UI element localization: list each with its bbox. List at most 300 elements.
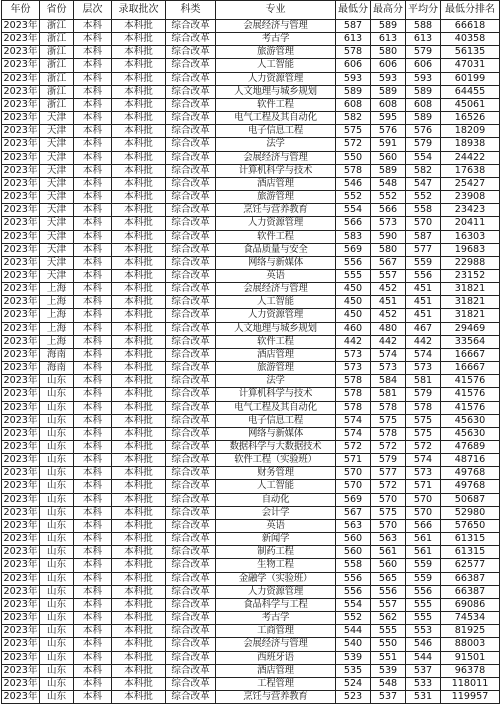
cell-batch: 本科批	[112, 690, 166, 703]
cell-province: 天津	[40, 191, 74, 204]
cell-min-rank: 23152	[441, 269, 500, 282]
table-row	[2, 598, 500, 611]
cell-major: 新闻学	[216, 533, 336, 546]
cell-major: 计算机科学与技术	[216, 388, 336, 401]
cell-year: 2023年	[3, 230, 38, 242]
cell-year: 2023年	[3, 677, 38, 689]
cell-min-score: 556	[336, 256, 371, 269]
cell-min-rank: 23423	[441, 204, 500, 217]
cell-max-score: 570	[371, 519, 406, 532]
cell-avg-score: 573	[406, 362, 441, 375]
cell-year: 2023年	[3, 506, 38, 518]
cell-category: 综合改革	[166, 98, 216, 111]
cell-avg-score: 531	[406, 690, 441, 703]
cell-min-score: 572	[336, 138, 371, 151]
cell-max-score: 560	[371, 559, 406, 572]
cell-province: 山东	[40, 414, 74, 427]
header-year: 年份	[2, 1, 40, 20]
cell-year: 2023年	[3, 625, 38, 637]
cell-major: 酒店管理	[216, 664, 336, 677]
cell-level: 本科	[74, 256, 112, 269]
cell-max-score: 555	[371, 625, 406, 638]
table-row	[2, 664, 500, 677]
cell-year: 2023年	[3, 256, 38, 268]
cell-province: 天津	[40, 230, 74, 243]
cell-major: 旅游管理	[216, 191, 336, 204]
cell-level: 本科	[74, 59, 112, 72]
cell-level: 本科	[74, 467, 112, 480]
cell-province: 天津	[40, 243, 74, 256]
cell-level: 本科	[74, 533, 112, 546]
cell-province: 浙江	[40, 33, 74, 46]
cell-avg-score: 587	[406, 230, 441, 243]
cell-year: 2023年	[3, 348, 38, 360]
cell-min-score: 583	[336, 230, 371, 243]
cell-min-score: 572	[336, 441, 371, 454]
cell-min-rank: 60199	[441, 72, 500, 85]
cell-min-rank: 40358	[441, 33, 500, 46]
cell-province: 山东	[40, 493, 74, 506]
cell-min-score: 556	[336, 585, 371, 598]
cell-min-rank: 50687	[441, 493, 500, 506]
cell-min-score: 582	[336, 112, 371, 125]
cell-major: 人力资源管理	[216, 72, 336, 85]
cell-avg-score: 566	[406, 519, 441, 532]
cell-avg-score: 579	[406, 138, 441, 151]
cell-avg-score: 555	[406, 598, 441, 611]
cell-province: 山东	[40, 388, 74, 401]
cell-avg-score: 442	[406, 335, 441, 348]
cell-min-score: 450	[336, 309, 371, 322]
table-row	[2, 335, 500, 348]
cell-min-score: 552	[336, 191, 371, 204]
cell-avg-score: 553	[406, 625, 441, 638]
cell-min-rank: 31821	[441, 309, 500, 322]
cell-level: 本科	[74, 33, 112, 46]
cell-max-score: 580	[371, 46, 406, 59]
cell-province: 山东	[40, 467, 74, 480]
cell-category: 综合改革	[166, 664, 216, 677]
cell-min-score: 569	[336, 243, 371, 256]
cell-min-rank: 47031	[441, 59, 500, 72]
cell-level: 本科	[74, 72, 112, 85]
cell-min-rank: 25427	[441, 177, 500, 190]
cell-batch: 本科批	[112, 388, 166, 401]
cell-min-rank: 57650	[441, 519, 500, 532]
cell-avg-score: 555	[406, 612, 441, 625]
cell-min-score: 540	[336, 638, 371, 651]
cell-min-rank: 64455	[441, 85, 500, 98]
cell-year: 2023年	[3, 217, 38, 229]
cell-avg-score: 574	[406, 348, 441, 361]
cell-batch: 本科批	[112, 401, 166, 414]
table-row	[2, 112, 500, 125]
table-row	[2, 677, 500, 690]
cell-max-score: 548	[371, 177, 406, 190]
cell-min-score: 578	[336, 401, 371, 414]
cell-min-score: 606	[336, 59, 371, 72]
cell-major: 西班牙语	[216, 651, 336, 664]
cell-batch: 本科批	[112, 296, 166, 309]
cell-min-score: 589	[336, 85, 371, 98]
cell-batch: 本科批	[112, 467, 166, 480]
table-row	[2, 375, 500, 388]
cell-level: 本科	[74, 690, 112, 703]
cell-min-score: 524	[336, 677, 371, 690]
cell-avg-score: 561	[406, 533, 441, 546]
cell-max-score: 590	[371, 230, 406, 243]
cell-min-rank: 16303	[441, 230, 500, 243]
cell-province: 天津	[40, 204, 74, 217]
cell-level: 本科	[74, 362, 112, 375]
cell-max-score: 579	[371, 454, 406, 467]
cell-batch: 本科批	[112, 348, 166, 361]
cell-batch: 本科批	[112, 112, 166, 125]
cell-avg-score: 579	[406, 388, 441, 401]
cell-province: 山东	[40, 625, 74, 638]
cell-avg-score: 589	[406, 112, 441, 125]
cell-category: 综合改革	[166, 177, 216, 190]
cell-avg-score: 572	[406, 441, 441, 454]
cell-province: 海南	[40, 348, 74, 361]
cell-min-score: 535	[336, 664, 371, 677]
cell-min-rank: 33564	[441, 335, 500, 348]
table-row	[2, 388, 500, 401]
cell-major: 计算机科学与技术	[216, 164, 336, 177]
cell-year: 2023年	[3, 651, 38, 663]
cell-category: 综合改革	[166, 138, 216, 151]
cell-min-score: 569	[336, 493, 371, 506]
header-category: 科类	[166, 1, 216, 20]
cell-year: 2023年	[3, 585, 38, 597]
cell-min-score: 554	[336, 204, 371, 217]
cell-batch: 本科批	[112, 414, 166, 427]
cell-batch: 本科批	[112, 651, 166, 664]
cell-max-score: 589	[371, 164, 406, 177]
cell-avg-score: 559	[406, 559, 441, 572]
cell-province: 山东	[40, 572, 74, 585]
cell-avg-score: 552	[406, 191, 441, 204]
cell-level: 本科	[74, 677, 112, 690]
cell-province: 山东	[40, 427, 74, 440]
cell-level: 本科	[74, 20, 112, 33]
cell-max-score: 548	[371, 677, 406, 690]
cell-batch: 本科批	[112, 572, 166, 585]
cell-major: 财务管理	[216, 467, 336, 480]
cell-batch: 本科批	[112, 362, 166, 375]
cell-category: 综合改革	[166, 441, 216, 454]
cell-max-score: 566	[371, 204, 406, 217]
cell-category: 综合改革	[166, 348, 216, 361]
table-row	[2, 151, 500, 164]
cell-province: 山东	[40, 519, 74, 532]
header-avg-score: 平均分	[406, 1, 441, 20]
cell-major: 酒店管理	[216, 348, 336, 361]
cell-avg-score: 589	[406, 85, 441, 98]
cell-max-score: 584	[371, 375, 406, 388]
cell-min-rank: 118011	[441, 677, 500, 690]
cell-min-rank: 31821	[441, 283, 500, 296]
cell-max-score: 576	[371, 125, 406, 138]
cell-min-rank: 24422	[441, 151, 500, 164]
cell-min-rank: 45630	[441, 414, 500, 427]
cell-major: 烹饪与营养教育	[216, 690, 336, 703]
cell-min-score: 550	[336, 151, 371, 164]
cell-category: 综合改革	[166, 493, 216, 506]
cell-min-rank: 49768	[441, 480, 500, 493]
admission-scores-table	[1, 0, 500, 704]
cell-min-score: 552	[336, 612, 371, 625]
table-row	[2, 467, 500, 480]
cell-category: 综合改革	[166, 85, 216, 98]
cell-batch: 本科批	[112, 638, 166, 651]
table-row	[2, 138, 500, 151]
cell-major: 自动化	[216, 493, 336, 506]
cell-category: 综合改革	[166, 677, 216, 690]
cell-batch: 本科批	[112, 454, 166, 467]
cell-batch: 本科批	[112, 33, 166, 46]
cell-min-rank: 66387	[441, 585, 500, 598]
cell-year: 2023年	[3, 454, 38, 466]
cell-province: 山东	[40, 533, 74, 546]
cell-level: 本科	[74, 441, 112, 454]
cell-major: 数据科学与大数据技术	[216, 441, 336, 454]
cell-batch: 本科批	[112, 612, 166, 625]
cell-level: 本科	[74, 559, 112, 572]
cell-province: 天津	[40, 125, 74, 138]
cell-batch: 本科批	[112, 309, 166, 322]
header-max-score: 最高分	[371, 1, 406, 20]
cell-max-score: 562	[371, 612, 406, 625]
table-row	[2, 256, 500, 269]
cell-max-score: 557	[371, 598, 406, 611]
cell-year: 2023年	[3, 191, 38, 203]
cell-batch: 本科批	[112, 546, 166, 559]
cell-batch: 本科批	[112, 243, 166, 256]
cell-batch: 本科批	[112, 506, 166, 519]
cell-year: 2023年	[3, 72, 38, 84]
cell-max-score: 556	[371, 585, 406, 598]
cell-level: 本科	[74, 98, 112, 111]
cell-batch: 本科批	[112, 493, 166, 506]
cell-category: 综合改革	[166, 362, 216, 375]
cell-batch: 本科批	[112, 151, 166, 164]
cell-min-rank: 17638	[441, 164, 500, 177]
table-row	[2, 651, 500, 664]
cell-min-score: 574	[336, 427, 371, 440]
cell-category: 综合改革	[166, 375, 216, 388]
cell-min-rank: 48716	[441, 454, 500, 467]
cell-min-rank: 91501	[441, 651, 500, 664]
cell-max-score: 442	[371, 335, 406, 348]
cell-batch: 本科批	[112, 441, 166, 454]
cell-level: 本科	[74, 664, 112, 677]
cell-max-score: 613	[371, 33, 406, 46]
cell-max-score: 563	[371, 533, 406, 546]
cell-avg-score: 573	[406, 467, 441, 480]
cell-year: 2023年	[3, 59, 38, 71]
cell-year: 2023年	[3, 690, 38, 702]
cell-level: 本科	[74, 546, 112, 559]
cell-min-rank: 88003	[441, 638, 500, 651]
cell-major: 制药工程	[216, 546, 336, 559]
cell-max-score: 451	[371, 296, 406, 309]
cell-level: 本科	[74, 164, 112, 177]
cell-max-score: 560	[371, 151, 406, 164]
cell-year: 2023年	[3, 467, 38, 479]
cell-year: 2023年	[3, 98, 38, 110]
cell-max-score: 578	[371, 401, 406, 414]
cell-avg-score: 582	[406, 164, 441, 177]
cell-level: 本科	[74, 572, 112, 585]
header-level: 层次	[74, 1, 112, 20]
table-row	[2, 401, 500, 414]
cell-major: 人力资源管理	[216, 309, 336, 322]
cell-province: 浙江	[40, 98, 74, 111]
cell-province: 浙江	[40, 72, 74, 85]
cell-min-score: 587	[336, 20, 371, 33]
cell-category: 综合改革	[166, 651, 216, 664]
cell-province: 山东	[40, 559, 74, 572]
cell-max-score: 581	[371, 388, 406, 401]
cell-min-score: 574	[336, 414, 371, 427]
cell-category: 综合改革	[166, 546, 216, 559]
table-row	[2, 519, 500, 532]
cell-category: 综合改革	[166, 388, 216, 401]
cell-batch: 本科批	[112, 677, 166, 690]
cell-avg-score: 570	[406, 217, 441, 230]
cell-min-rank: 18938	[441, 138, 500, 151]
cell-min-rank: 45630	[441, 427, 500, 440]
table-row	[2, 217, 500, 230]
cell-year: 2023年	[3, 296, 38, 308]
cell-category: 综合改革	[166, 625, 216, 638]
cell-level: 本科	[74, 177, 112, 190]
cell-batch: 本科批	[112, 85, 166, 98]
cell-year: 2023年	[3, 20, 38, 31]
cell-year: 2023年	[3, 243, 38, 255]
cell-max-score: 539	[371, 664, 406, 677]
cell-province: 山东	[40, 506, 74, 519]
cell-avg-score: 556	[406, 585, 441, 598]
cell-major: 人力资源管理	[216, 217, 336, 230]
cell-level: 本科	[74, 138, 112, 151]
cell-avg-score: 577	[406, 243, 441, 256]
cell-major: 人文地理与城乡规划	[216, 322, 336, 335]
cell-batch: 本科批	[112, 664, 166, 677]
cell-level: 本科	[74, 269, 112, 282]
cell-category: 综合改革	[166, 46, 216, 59]
cell-category: 综合改革	[166, 506, 216, 519]
cell-min-score: 578	[336, 46, 371, 59]
cell-batch: 本科批	[112, 375, 166, 388]
cell-avg-score: 575	[406, 414, 441, 427]
cell-year: 2023年	[3, 493, 38, 505]
cell-province: 天津	[40, 256, 74, 269]
cell-avg-score: 579	[406, 46, 441, 59]
cell-level: 本科	[74, 519, 112, 532]
cell-avg-score: 588	[406, 20, 441, 33]
cell-batch: 本科批	[112, 177, 166, 190]
cell-province: 海南	[40, 362, 74, 375]
cell-year: 2023年	[3, 125, 38, 137]
cell-min-rank: 41576	[441, 401, 500, 414]
cell-batch: 本科批	[112, 138, 166, 151]
cell-level: 本科	[74, 85, 112, 98]
cell-category: 综合改革	[166, 598, 216, 611]
cell-major: 旅游管理	[216, 46, 336, 59]
cell-avg-score: 451	[406, 296, 441, 309]
cell-min-score: 593	[336, 72, 371, 85]
cell-major: 考古学	[216, 33, 336, 46]
cell-batch: 本科批	[112, 204, 166, 217]
cell-min-score: 558	[336, 559, 371, 572]
cell-max-score: 589	[371, 85, 406, 98]
cell-batch: 本科批	[112, 585, 166, 598]
cell-province: 天津	[40, 217, 74, 230]
cell-batch: 本科批	[112, 59, 166, 72]
cell-major: 工商管理	[216, 625, 336, 638]
table-row	[2, 33, 500, 46]
cell-major: 电子信息工程	[216, 125, 336, 138]
cell-major: 金融学（实验班）	[216, 572, 336, 585]
cell-province: 山东	[40, 441, 74, 454]
cell-category: 综合改革	[166, 204, 216, 217]
cell-level: 本科	[74, 493, 112, 506]
cell-category: 综合改革	[166, 414, 216, 427]
cell-min-rank: 20411	[441, 217, 500, 230]
header-major: 专业	[216, 1, 336, 20]
cell-avg-score: 570	[406, 493, 441, 506]
cell-category: 综合改革	[166, 256, 216, 269]
cell-min-rank: 16526	[441, 112, 500, 125]
table-row	[2, 46, 500, 59]
cell-avg-score: 581	[406, 375, 441, 388]
cell-batch: 本科批	[112, 230, 166, 243]
cell-category: 综合改革	[166, 612, 216, 625]
cell-min-score: 555	[336, 269, 371, 282]
cell-max-score: 589	[371, 20, 406, 33]
table-row	[2, 85, 500, 98]
cell-max-score: 573	[371, 362, 406, 375]
cell-year: 2023年	[3, 664, 38, 676]
cell-category: 综合改革	[166, 20, 216, 33]
cell-category: 综合改革	[166, 467, 216, 480]
cell-avg-score: 451	[406, 309, 441, 322]
cell-category: 综合改革	[166, 296, 216, 309]
cell-major: 会计学	[216, 506, 336, 519]
cell-max-score: 580	[371, 243, 406, 256]
cell-min-rank: 18209	[441, 125, 500, 138]
table-row	[2, 480, 500, 493]
cell-level: 本科	[74, 480, 112, 493]
cell-year: 2023年	[3, 519, 38, 531]
cell-major: 网络与新媒体	[216, 427, 336, 440]
cell-year: 2023年	[3, 269, 38, 281]
cell-min-rank: 41576	[441, 375, 500, 388]
cell-province: 山东	[40, 612, 74, 625]
cell-major: 英语	[216, 269, 336, 282]
cell-avg-score: 561	[406, 546, 441, 559]
cell-year: 2023年	[3, 427, 38, 439]
cell-avg-score: 537	[406, 664, 441, 677]
cell-major: 人工智能	[216, 296, 336, 309]
cell-category: 综合改革	[166, 559, 216, 572]
cell-min-score: 570	[336, 480, 371, 493]
cell-min-score: 578	[336, 375, 371, 388]
cell-major: 工程管理	[216, 677, 336, 690]
cell-year: 2023年	[3, 151, 38, 163]
